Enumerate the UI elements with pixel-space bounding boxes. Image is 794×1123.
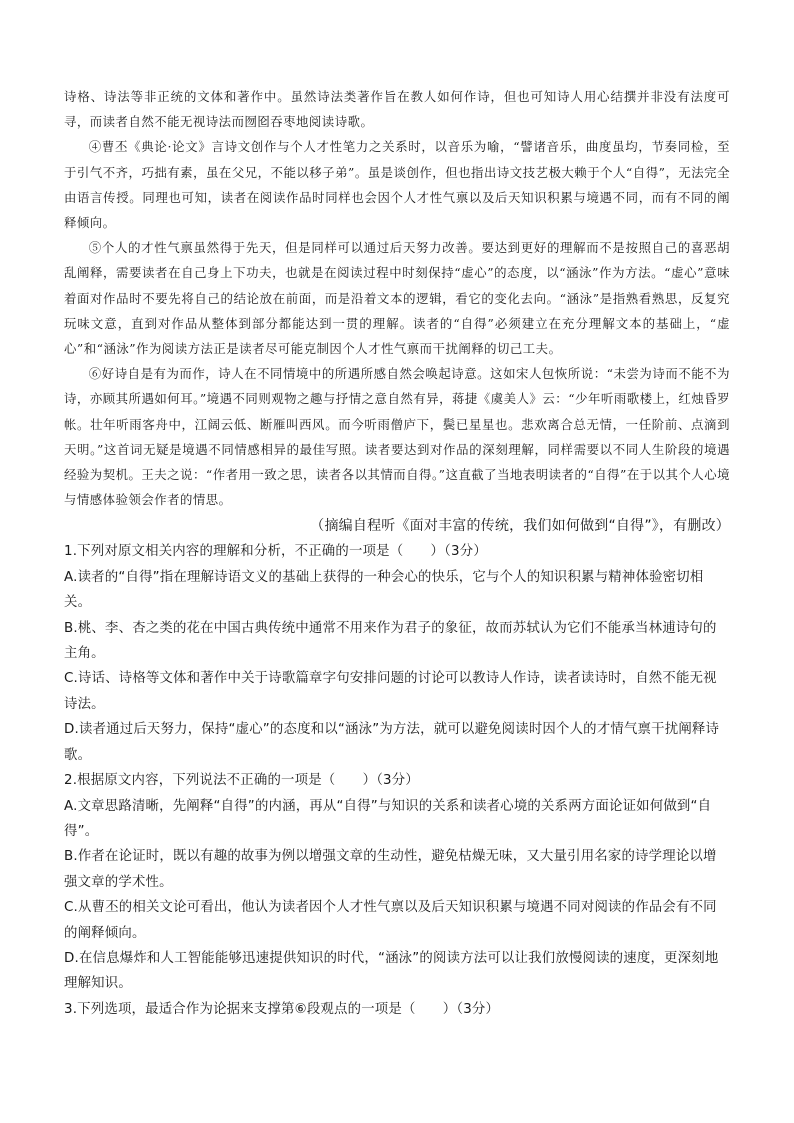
question-stem: 3.下列选项，最适合作为论据来支撑第⑥段观点的一项是（ ）（3分） (64, 1001, 500, 1017)
exam-page (64, 84, 730, 1022)
question-stem: 2.根据原文内容，下列说法不正确的一项是（ ）（3分） (64, 773, 419, 789)
option-d: D.读者通过后天努力，保持“虚心”的态度和以“涵泳”为方法，就可以避免阅读时因个人的才情气禀干扰阐释诗歌。 (64, 722, 720, 763)
question-1 (64, 539, 730, 768)
passage-paragraph-6: ⑥好诗自是有为而作，诗人在不同情境中的所遇所感自然会唤起诗意。这如宋人包恢所说：“未尝为诗而不能不为诗，亦顾其所遇如何耳。”境遇不同则观物之趣与抒情之意自然有异，蒋捷《虞美人》云：“少年听雨歌楼上，红烛昏罗帐。壮年听雨客舟中，江阔云低、断雁叫西风。而今听雨僧庐下，鬓已星星也。悲欢离合总无情，一任阶前、点滴到天明。”这首词无疑是境遇不同情感相异的最佳写照。读者要达到对作品的深刻理解，同样需要以不同人生阶段的境遇经验为契机。王夫之说：“作者用一致之思，读者各以其情而自得。”这直截了当地表明读者的“自得”在于以其个人心境与情感体验领会作者的情思。 (64, 366, 730, 508)
question-2 (64, 768, 730, 997)
question-stem: 1.下列对原文相关内容的理解和分析，不正确的一项是（ ）（3分） (64, 544, 487, 560)
option-d: D.在信息爆炸和人工智能能够迅速提供知识的时代，“涵泳”的阅读方法可以让我们放慢阅读的速度，更深刻地理解知识。 (64, 950, 719, 992)
passage-source: （摘编自程听《面对丰富的传统，我们如何做到“自得”》，有删改） (310, 518, 730, 535)
option-b: B.作者在论证时，既以有趣的故事为例以增强文章的生动性，避免枯燥无味，又大量引用名家的诗学理论以增强文章的学术性。 (64, 849, 717, 890)
passage-paragraph-4: ④曹丕《典论·论文》言诗文创作与个人才性笔力之关系时，以音乐为喻，“譬诸音乐，曲度虽均，节奏同检，至于引气不齐，巧拙有素，虽在父兄，不能以移子弟”。虽是谈创作，但也指出诗文技艺极大赖于个人“自得”，无法完全由语言传授。同理也可知，读者在阅读作品时同样也会因个人才性气禀以及后天知识积累与境遇不同，而有不同的阐释倾向。 (64, 139, 730, 231)
passage-paragraph-continued: 诗格、诗法等非正统的文体和著作中。虽然诗法类著作旨在教人如何作诗，但也可知诗人用心结撰并非没有法度可寻，而读者自然不能无视诗法而囫囵吞枣地阅读诗歌。 (64, 89, 730, 130)
question-3 (64, 997, 730, 1022)
passage-paragraph-5: ⑤个人的才性气禀虽然得于先天，但是同样可以通过后天努力改善。要达到更好的理解而不是按照自己的喜恶胡乱阐释，需要读者在自己身上下功夫，也就是在阅读过程中时刻保持“虚心”的态度，以“涵泳”作为方法。“虚心”意味着面对作品时不要先将自己的结论放在前面，而是沿着文本的逻辑，看它的变化去向。“涵泳”是指熟看熟思，反复究玩味文意，直到对作品从整体到部分都能达到一贯的理解。读者的“自得”必须建立在充分理解文本的基础上，“虚心”和“涵泳”作为阅读方法正是读者尽可能克制因个人才性气禀而干扰阐释的切己工夫。 (64, 240, 730, 357)
option-c: C.诗话、诗格等文体和著作中关于诗歌篇章字句安排问题的讨论可以教诗人作诗，读者读诗时，自然不能无视诗法。 (64, 671, 717, 712)
option-c: C.从曹丕的相关文论可看出，他认为读者因个人才性气禀以及后天知识积累与境遇不同对阅读的作品会有不同的阐释倾向。 (64, 900, 717, 941)
option-b: B.桃、李、杏之类的花在中国古典传统中通常不用来作为君子的象征，故而苏轼认为它们不能承当林逋诗句的主角。 (64, 620, 717, 662)
option-a: A.文章思路清晰，先阐释“自得”的内涵，再从“自得”与知识的关系和读者心境的关系两方面论证如何做到“自得”。 (64, 798, 712, 839)
reading-passage (64, 84, 730, 512)
option-a: A.读者的“自得”指在理解诗语文义的基础上获得的一种会心的快乐，它与个人的知识积累与精神体验密切相关。 (64, 569, 704, 611)
